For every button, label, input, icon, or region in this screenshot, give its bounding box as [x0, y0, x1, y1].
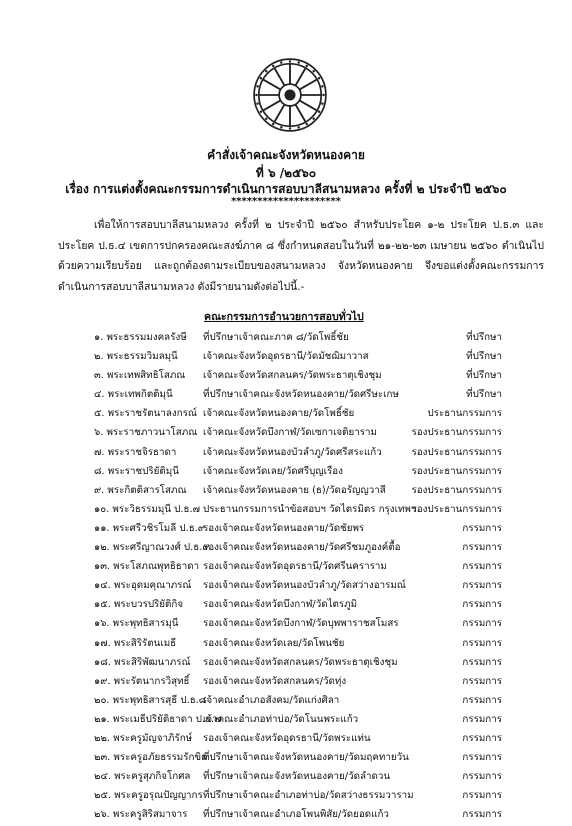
member-position: เจ้าคณะอำเภอท่าบ่อ/วัดโนนพระแก้ว	[203, 713, 359, 725]
member-position: เจ้าคณะอำเภอสังคม/วัดแก่งศิลา	[203, 694, 340, 706]
table-row	[0, 502, 572, 521]
member-role: รองประธานกรรมการ	[411, 465, 502, 477]
table-row	[0, 349, 572, 368]
table-row	[0, 597, 572, 616]
member-position: รองเจ้าคณะจังหวัดเลย/วัดโพนชัย	[203, 637, 345, 649]
member-name: ๑๑. พระศรีวชิรโมลี ป.ธ.๙	[94, 522, 205, 534]
member-name: ๒๔. พระครูสุภกิจโกศล	[94, 771, 191, 783]
member-role: กรรมการ	[462, 656, 502, 668]
member-name: ๒๖. พระครูสิริสมาจาร	[94, 809, 188, 821]
table-row	[0, 387, 572, 406]
member-name: ๑๙. พระรัตนากรวิสุทธิ์	[94, 675, 190, 687]
table-row	[0, 559, 572, 578]
member-list	[0, 330, 572, 826]
separator-stars: *********************	[231, 196, 341, 207]
member-name: ๑๓. พระโสภณพุทธิธาดา	[94, 561, 200, 573]
member-name: ๑. พระธรรมมงคลรังษี	[94, 332, 187, 343]
member-position: เจ้าคณะจังหวัดหนองคาย (ธ)/วัดอรัญญวาสี	[203, 484, 386, 496]
member-name: ๘. พระราชปริยัติมุนี	[94, 465, 179, 477]
member-position: ที่ปรึกษาเจ้าคณะจังหวัดหนองคาย/วัดลำดวน	[203, 771, 391, 783]
order-paragraph	[58, 215, 544, 297]
member-role: กรรมการ	[462, 809, 502, 821]
member-role: กรรมการ	[462, 752, 502, 764]
member-role: กรรมการ	[462, 599, 502, 611]
member-position: รองเจ้าคณะจังหวัดหนองคาย/วัดศรีชมภูองค์ตื้อ	[203, 542, 401, 554]
member-name: ๑๕. พระบวรปริยัติกิจ	[94, 599, 184, 611]
member-role: รองประธานกรรมการ	[411, 484, 502, 496]
table-row	[0, 807, 572, 826]
member-position: รองเจ้าคณะจังหวัดสกลนคร/วัดพระธาตุเชิงชุม	[203, 656, 398, 668]
table-row	[0, 788, 572, 807]
dharmachakra-icon	[251, 56, 329, 134]
member-position: ที่ปรึกษาเจ้าคณะอำเภอท่าบ่อ/วัดสว่างธรรมวาราม	[203, 790, 414, 802]
table-row	[0, 330, 572, 349]
member-name: ๑๐. พระวิธรรมมุนี ป.ธ.๗	[94, 503, 200, 515]
member-name: ๑๖. พระพุทธิสารมุนี	[94, 618, 179, 630]
table-row	[0, 406, 572, 425]
member-name: ๔. พระเทพกิตติมุนี	[94, 389, 173, 401]
member-role: กรรมการ	[462, 580, 502, 592]
member-position: ที่ปรึกษาเจ้าคณะภาค ๘/วัดโพธิ์ชัย	[203, 332, 349, 343]
member-name: ๑๗. พระสิริรัตนเมธี	[94, 637, 177, 649]
member-role: ที่ปรึกษา	[466, 389, 502, 401]
member-role: กรรมการ	[462, 542, 502, 554]
order-subject: เรื่อง การแต่งตั้งคณะกรรมการดำเนินการสอบบาลีสนามหลวง ครั้งที่ ๒ ประจำปี ๒๕๖๐	[65, 182, 507, 196]
member-role: กรรมการ	[462, 713, 502, 725]
section-title: คณะกรรมการอำนวยการสอบทั่วไป	[204, 311, 364, 323]
table-row	[0, 425, 572, 444]
table-row	[0, 521, 572, 540]
table-row	[0, 540, 572, 559]
member-position: รองเจ้าคณะจังหวัดบึงกาฬ/วัดบุพพาราชสโมสร	[203, 618, 399, 630]
member-name: ๙. พระกิตติสารโสภณ	[94, 484, 187, 496]
member-position: เจ้าคณะจังหวัดอุดรธานี/วัดมัชฌิมาวาส	[203, 351, 369, 363]
table-row	[0, 464, 572, 483]
table-row	[0, 750, 572, 769]
member-position: รองเจ้าคณะจังหวัดหนองบัวลำภู/วัดสว่างอารมณ์	[203, 580, 406, 592]
member-role: กรรมการ	[462, 618, 502, 630]
member-role: กรรมการ	[462, 561, 502, 573]
member-position: เจ้าคณะจังหวัดสกลนคร/วัดพระธาตุเชิงชุม	[203, 370, 382, 382]
table-row	[0, 483, 572, 502]
member-position: รองเจ้าคณะจังหวัดหนองคาย/วัดชัยพร	[203, 522, 365, 534]
member-role: กรรมการ	[462, 637, 502, 649]
member-position: เจ้าคณะจังหวัดหนองบัวลำภู/วัดศรีสระแก้ว	[203, 446, 382, 458]
member-role: รองประธานกรรมการ	[411, 503, 502, 515]
table-row	[0, 769, 572, 788]
member-role: กรรมการ	[462, 522, 502, 534]
table-row	[0, 368, 572, 387]
table-row	[0, 578, 572, 597]
member-role: รองประธานกรรมการ	[411, 446, 502, 458]
member-role: กรรมการ	[462, 675, 502, 687]
member-role: กรรมการ	[462, 732, 502, 744]
table-row	[0, 693, 572, 712]
table-row	[0, 636, 572, 655]
member-role: ที่ปรึกษา	[466, 351, 502, 363]
member-position: รองเจ้าคณะจังหวัดอุดรธานี/วัดศรีนคราราม	[203, 561, 387, 573]
table-row	[0, 731, 572, 750]
member-role: ที่ปรึกษา	[466, 370, 502, 382]
member-name: ๑๘. พระสิริพัฒนาภรณ์	[94, 656, 191, 668]
member-position: ที่ปรึกษาเจ้าคณะจังหวัดหนองคาย/วัดศรีษะเกษ	[203, 389, 399, 401]
member-role: ที่ปรึกษา	[466, 332, 502, 343]
member-name: ๑๔. พระอุดมคุณาภรณ์	[94, 580, 192, 592]
member-name: ๗. พระราชจิรธาดา	[94, 446, 177, 458]
member-name: ๑๒. พระศรีญาณวงศ์ ป.ธ.๙	[94, 542, 210, 554]
member-position: ที่ปรึกษาเจ้าคณะอำเภอโพนพิสัย/วัดยอดแก้ว	[203, 809, 389, 821]
member-position: รองเจ้าคณะจังหวัดสกลนคร/วัดทุ่ง	[203, 675, 347, 687]
order-number: ที่ ๖ /๒๕๖๐	[255, 166, 317, 180]
table-row	[0, 712, 572, 731]
paragraph-text: เพื่อให้การสอบบาลีสนามหลวง ครั้งที่ ๒ ประจำปี ๒๕๖๐ สำหรับประโยค ๑-๒ ประโยค ป.ธ.๓ และประโยค ป.ธ.๔ เขตการปกครองคณะสงฆ์ภาค ๘ ซึ่งกำหนดสอบในวันที่ ๒๑-๒๒-๒๓ เมษายน ๒๕๖๐ ดำเนินไปด้วยความเรียบร้อย และถูกต้องตามระเบียบของสนามหลวง จังหวัดหนองคาย จึงขอแต่งตั้งคณะกรรมการดำเนินการสอบบาลีสนามหลวง ดังมีรายนามดังต่อไปนี้.-	[58, 219, 544, 293]
member-name: ๕. พระราชรัตนาลงกรณ์	[94, 408, 197, 420]
member-name: ๒๕. พระครูอรุณปัญญากร	[94, 790, 203, 802]
member-name: ๒๐. พระพุทธิสารสุธี ป.ธ.๘	[94, 694, 207, 706]
member-position: ที่ปรึกษาเจ้าคณะจังหวัดหนองคาย/วัดมฤคทายวัน	[203, 752, 409, 764]
table-row	[0, 616, 572, 635]
member-role: กรรมการ	[462, 790, 502, 802]
member-name: ๓. พระเทพสิทธิโสภณ	[94, 370, 186, 382]
order-title: คำสั่งเจ้าคณะจังหวัดหนองคาย	[207, 148, 365, 162]
member-position: รองเจ้าคณะจังหวัดอุดรธานี/วัดพระแท่น	[203, 732, 371, 744]
table-row	[0, 655, 572, 674]
member-position: เจ้าคณะจังหวัดบึงกาฬ/วัดเซกาเจติยาราม	[203, 427, 377, 439]
member-role: ประธานกรรมการ	[427, 408, 502, 420]
table-row	[0, 674, 572, 693]
member-name: ๒๑. พระเมธีปริยัติธาดา ป.ธ.๗	[94, 713, 222, 725]
member-name: ๒๒. พระครูมัญจาภิรักษ์	[94, 732, 193, 744]
member-name: ๒๓. พระครูอภัยธรรมรักขิต	[94, 752, 208, 764]
member-role: กรรมการ	[462, 694, 502, 706]
member-name: ๒. พระธรรมวิมลมุนี	[94, 351, 178, 363]
member-position: ประธานกรรมการนำข้อสอบฯ วัดไตรมิตร กรุงเทพฯ	[203, 503, 417, 515]
member-name: ๖. พระราชภาวนาโสภณ	[94, 427, 198, 439]
member-position: เจ้าคณะจังหวัดเลย/วัดศรีบุญเรือง	[203, 465, 343, 477]
member-role: กรรมการ	[462, 771, 502, 783]
member-role: รองประธานกรรมการ	[411, 427, 502, 439]
member-position: เจ้าคณะจังหวัดหนองคาย/วัดโพธิ์ชัย	[203, 408, 355, 420]
member-position: รองเจ้าคณะจังหวัดบึงกาฬ/วัดไตรภูมิ	[203, 599, 358, 611]
table-row	[0, 445, 572, 464]
